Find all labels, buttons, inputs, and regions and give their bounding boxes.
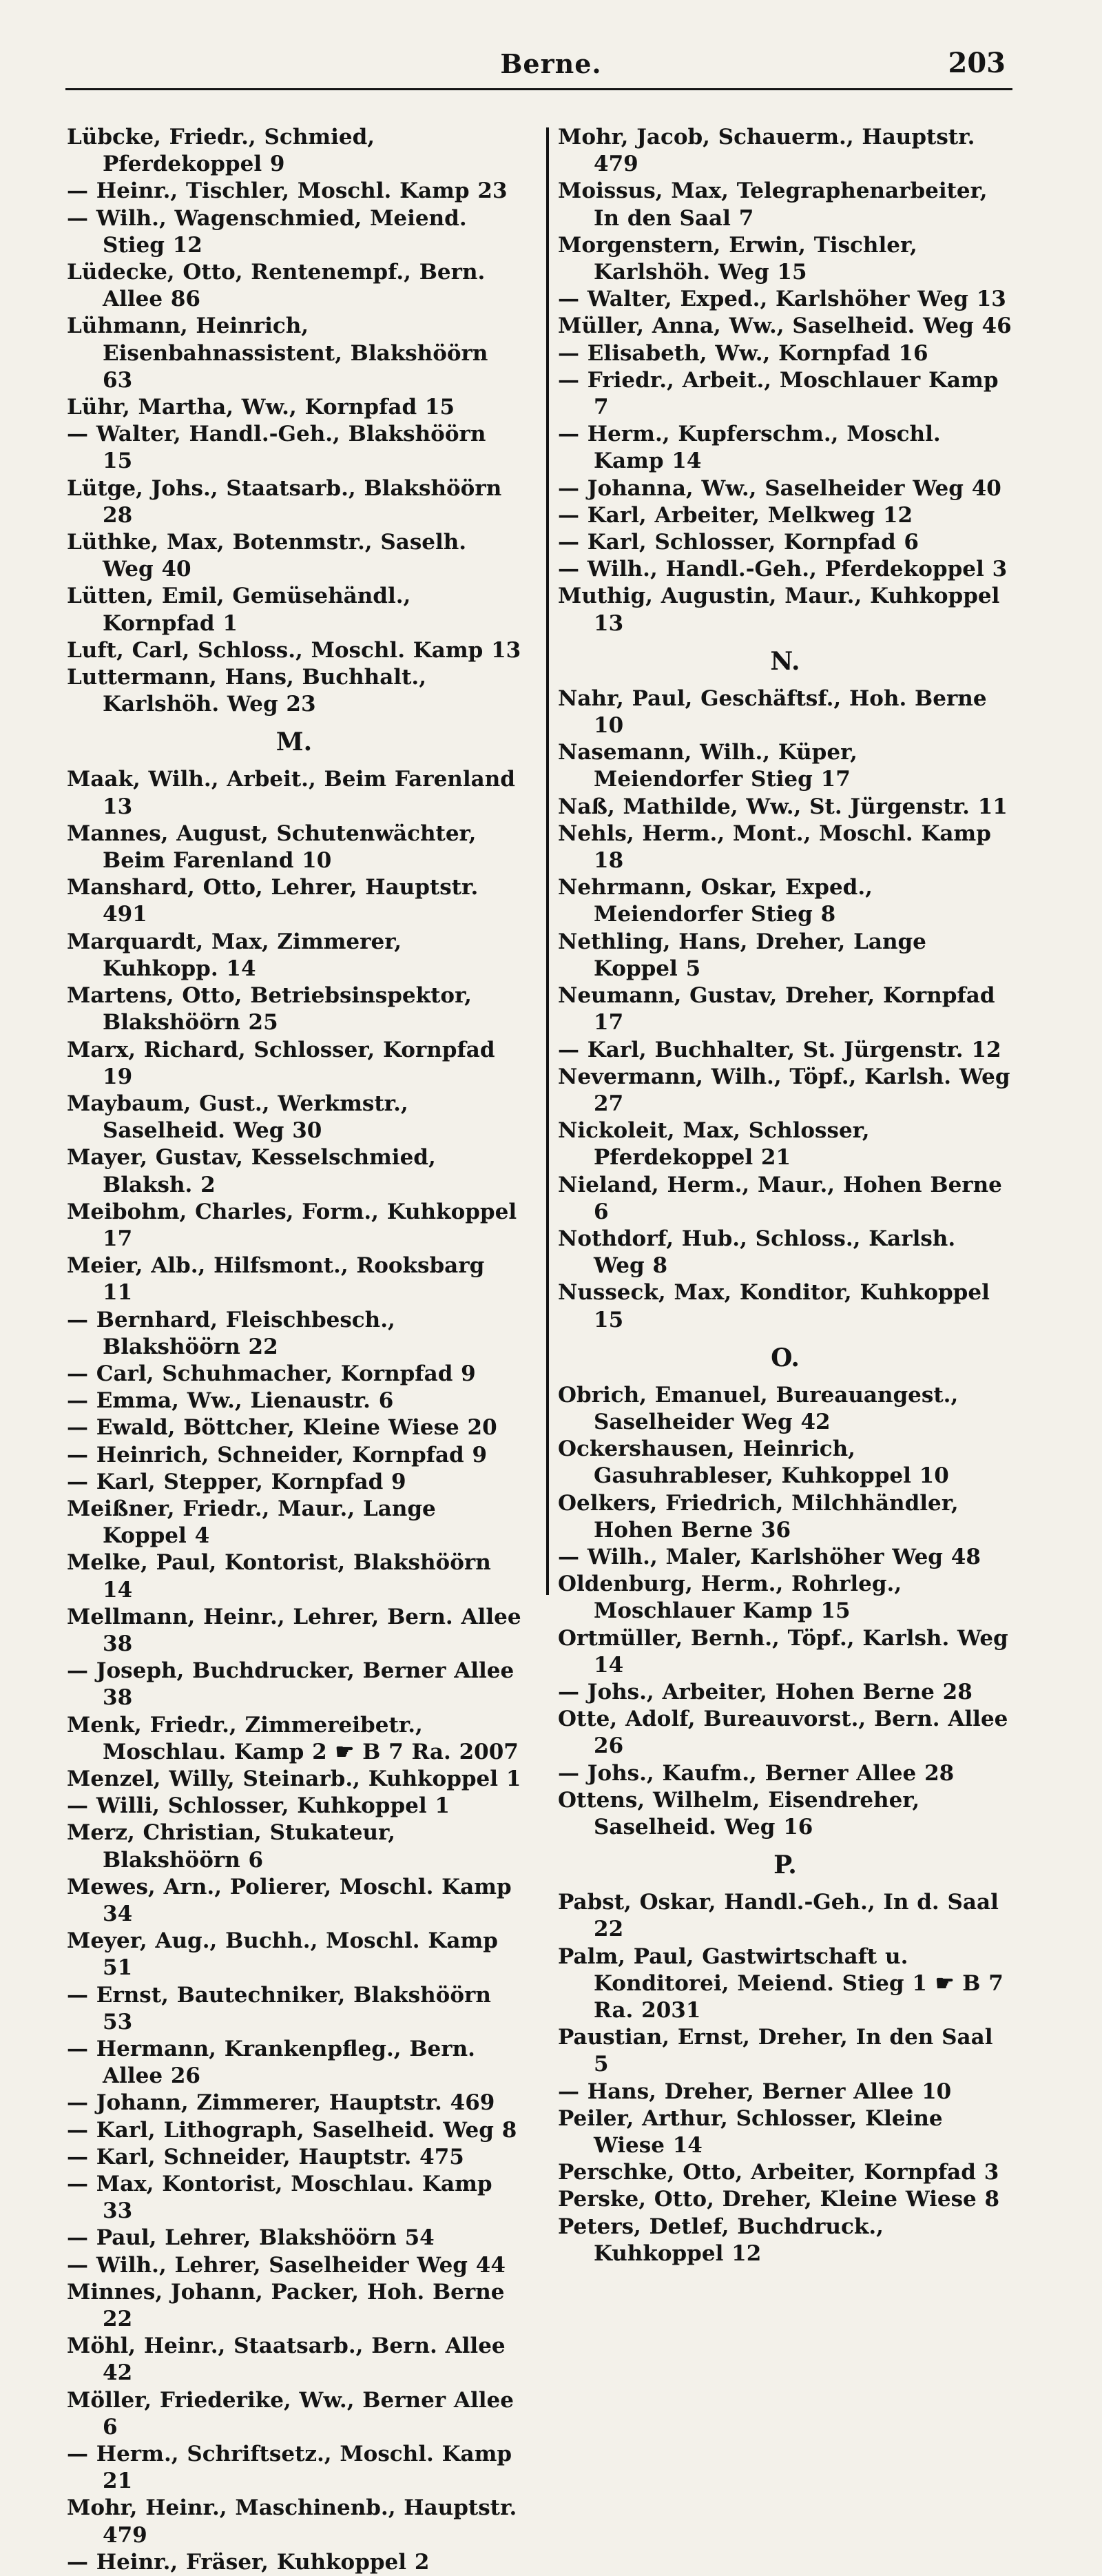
page-number: 203 [948,47,1006,79]
directory-entry: Nehrmann, Oskar, Exped., Meiendorfer Stieg 8 [558,875,873,927]
section-letter: M. [276,728,313,757]
directory-entry: — Ewald, Böttcher, Kleine Wiese 20 [67,1415,497,1441]
directory-entry: — Herm., Schriftsetz., Moschl. Kamp 21 [67,2442,512,2494]
page-header [0,43,1102,91]
section-letter: P. [773,1851,797,1880]
directory-entry: Möhl, Heinr., Staatsarb., Bern. Allee 42 [67,2333,506,2386]
column-divider [546,127,549,1595]
directory-entry: Nethling, Hans, Dreher, Lange Koppel 5 [558,929,926,981]
directory-entry: — Carl, Schuhmacher, Kornpfad 9 [67,1361,476,1386]
directory-entry: — Heinr., Tischler, Moschl. Kamp 23 [67,178,508,204]
directory-entry: — Wilh., Lehrer, Saselheider Weg 44 [67,2252,506,2278]
directory-entry: Nieland, Herm., Maur., Hohen Berne 6 [558,1172,1002,1224]
directory-entry: Nahr, Paul, Geschäftsf., Hoh. Berne 10 [558,686,987,739]
right-column [558,124,1012,2267]
directory-entry: Mohr, Jacob, Schauerm., Hauptstr. 479 [558,125,975,177]
directory-entry: — Walter, Handl.-Geh., Blakshöörn 15 [67,422,486,474]
directory-entry: — Karl, Schneider, Hauptstr. 475 [67,2144,464,2170]
directory-entry: — Wilh., Handl.-Geh., Pferdekoppel 3 [558,557,1008,582]
directory-entry: — Johs., Kaufm., Berner Allee 28 [558,1760,955,1786]
directory-entry: Palm, Paul, Gastwirtschaft u. Konditorei, Meiend. Stieg 1 ☛ B 7 Ra. 2031 [558,1944,1004,2023]
directory-entry: Nothdorf, Hub., Schloss., Karlsh. Weg 8 [558,1226,956,1279]
directory-entry: Luft, Carl, Schloss., Moschl. Kamp 13 [67,637,521,663]
directory-entry: Lüthke, Max, Botenmstr., Saselh. Weg 40 [67,530,467,582]
directory-entry: — Karl, Lithograph, Saselheid. Weg 8 [67,2117,517,2143]
directory-entry: Paustian, Ernst, Dreher, In den Saal 5 [558,2025,993,2077]
directory-entry: — Ernst, Bautechniker, Blakshöörn 53 [67,1982,491,2034]
directory-entry: Mayer, Gustav, Kesselschmied, Blaksh. 2 [67,1145,436,1197]
section-letter: O. [771,1343,800,1372]
running-title: Berne. [500,48,602,79]
directory-entry: Lüdecke, Otto, Rentenempf., Bern. Allee 86 [67,260,486,312]
directory-entry: Melke, Paul, Kontorist, Blakshöörn 14 [67,1550,491,1603]
directory-entry: Lütten, Emil, Gemüsehändl., Kornpfad 1 [67,584,411,636]
directory-entry: Meier, Alb., Hilfsmont., Rooksbarg 11 [67,1253,485,1306]
directory-entry: Maak, Wilh., Arbeit., Beim Farenland 13 [67,767,515,819]
directory-entry: — Karl, Schlosser, Kornpfad 6 [558,530,919,555]
directory-entry: — Herm., Kupferschm., Moschl. Kamp 14 [558,422,941,474]
directory-entry: Naß, Mathilde, Ww., St. Jürgenstr. 11 [558,794,1008,819]
directory-entry: — Max, Kontorist, Moschlau. Kamp 33 [67,2172,492,2224]
directory-entry: Meibohm, Charles, Form., Kuhkoppel 17 [67,1199,517,1251]
header-rule [65,88,1012,90]
directory-entry: Peiler, Arthur, Schlosser, Kleine Wiese 14 [558,2105,943,2158]
section-letter: N. [770,646,800,676]
directory-entry: — Paul, Lehrer, Blakshöörn 54 [67,2225,435,2251]
directory-entry: Marquardt, Max, Zimmerer, Kuhkopp. 14 [67,929,402,981]
directory-entry: — Bernhard, Fleischbesch., Blakshöörn 22 [67,1307,395,1359]
left-column [67,124,521,2576]
directory-entry: Menzel, Willy, Steinarb., Kuhkoppel 1 [67,1766,521,1791]
directory-entry: — Heinr., Fräser, Kuhkoppel 2 [67,2549,430,2575]
directory-entry: Nasemann, Wilh., Küper, Meiendorfer Stieg 17 [558,740,857,792]
directory-entry: — Friedr., Arbeit., Moschlauer Kamp 7 [558,367,999,420]
directory-entry: — Emma, Ww., Lienaustr. 6 [67,1388,394,1414]
directory-entry: — Karl, Arbeiter, Melkweg 12 [558,502,913,528]
directory-entry: — Karl, Stepper, Kornpfad 9 [67,1469,406,1494]
directory-entry: Nusseck, Max, Konditor, Kuhkoppel 15 [558,1280,990,1332]
directory-entry: Möller, Friederike, Ww., Berner Allee 6 [67,2387,514,2440]
directory-entry: Mohr, Heinr., Maschinenb., Hauptstr. 479 [67,2495,517,2548]
directory-entry: Pabst, Oskar, Handl.-Geh., In d. Saal 22 [558,1890,999,1942]
directory-entry: Lütge, Johs., Staatsarb., Blakshöörn 28 [67,475,502,528]
directory-entry: Perschke, Otto, Arbeiter, Kornpfad 3 [558,2160,999,2185]
directory-entry: Obrich, Emanuel, Bureauangest., Saselheider Weg 42 [558,1382,959,1434]
directory-entry: Mellmann, Heinr., Lehrer, Bern. Allee 38 [67,1604,521,1656]
directory-entry: — Joseph, Buchdrucker, Berner Allee 38 [67,1658,514,1711]
directory-entry: Oldenburg, Herm., Rohrleg., Moschlauer Kamp 15 [558,1572,902,1624]
directory-entry: Morgenstern, Erwin, Tischler, Karlshöh. Weg 15 [558,232,917,285]
directory-entry: Menk, Friedr., Zimmereibetr., Moschlau. Kamp 2 ☛ B 7 Ra. 2007 [67,1712,519,1764]
directory-entry: Merz, Christian, Stukateur, Blakshöörn 6 [67,1820,395,1873]
directory-entry: Lühmann, Heinrich, Eisenbahnassistent, Blakshöörn 63 [67,313,488,393]
directory-entry: Maybaum, Gust., Werkmstr., Saselheid. Weg 30 [67,1091,408,1144]
directory-entry: Nickoleit, Max, Schlosser, Pferdekoppel 21 [558,1118,870,1171]
directory-entry: Mewes, Arn., Polierer, Moschl. Kamp 34 [67,1874,512,1926]
directory-entry: Marx, Richard, Schlosser, Kornpfad 19 [67,1037,495,1089]
directory-entry: Minnes, Johann, Packer, Hoh. Berne 22 [67,2279,505,2332]
directory-entry: Müller, Anna, Ww., Saselheid. Weg 46 [558,313,1012,339]
directory-entry: — Karl, Buchhalter, St. Jürgenstr. 12 [558,1037,1001,1062]
directory-entry: — Wilh., Wagenschmied, Meiend. Stieg 12 [67,205,467,258]
directory-entry: Meyer, Aug., Buchh., Moschl. Kamp 51 [67,1928,498,1981]
directory-entry: Lübcke, Friedr., Schmied, Pferdekoppel 9 [67,125,375,177]
directory-entry: — Elisabeth, Ww., Kornpfad 16 [558,340,928,366]
directory-entry: — Johs., Arbeiter, Hohen Berne 28 [558,1679,973,1704]
directory-entry: Lühr, Martha, Ww., Kornpfad 15 [67,395,455,420]
directory-entry: Oelkers, Friedrich, Milchhändler, Hohen Berne 36 [558,1490,959,1543]
directory-entry: — Hans, Dreher, Berner Allee 10 [558,2079,952,2104]
directory-entry: — Wilh., Maler, Karlshöher Weg 48 [558,1544,981,1569]
directory-entry: Manshard, Otto, Lehrer, Hauptstr. 491 [67,875,479,927]
directory-entry: — Willi, Schlosser, Kuhkoppel 1 [67,1793,450,1819]
directory-entry: — Heinrich, Schneider, Kornpfad 9 [67,1442,488,1467]
directory-entry: Luttermann, Hans, Buchhalt., Karlshöh. Weg 23 [67,665,426,717]
directory-entry: Ockershausen, Heinrich, Gasuhrableser, Kuhkoppel 10 [558,1436,949,1489]
directory-entry: Neumann, Gustav, Dreher, Kornpfad 17 [558,983,995,1035]
directory-entry: Moissus, Max, Telegraphenarbeiter, In den Saal 7 [558,178,988,231]
directory-entry: Ortmüller, Bernh., Töpf., Karlsh. Weg 14 [558,1625,1008,1678]
directory-entry: Martens, Otto, Betriebsinspektor, Blakshöörn 25 [67,983,472,1035]
directory-entry: Ottens, Wilhelm, Eisendreher, Saselheid. Weg 16 [558,1787,920,1840]
directory-entry: Peters, Detlef, Buchdruck., Kuhkoppel 12 [558,2214,884,2266]
directory-entry: Perske, Otto, Dreher, Kleine Wiese 8 [558,2187,1000,2212]
directory-entry: Nevermann, Wilh., Töpf., Karlsh. Weg 27 [558,1064,1010,1116]
directory-entry: Meißner, Friedr., Maur., Lange Koppel 4 [67,1496,436,1549]
directory-entry: — Hermann, Krankenpfleg., Bern. Allee 26 [67,2037,475,2089]
directory-entry: Nehls, Herm., Mont., Moschl. Kamp 18 [558,821,991,874]
directory-entry: Mannes, August, Schutenwächter, Beim Farenland 10 [67,821,477,874]
directory-entry: — Johann, Zimmerer, Hauptstr. 469 [67,2090,495,2116]
directory-entry: Muthig, Augustin, Maur., Kuhkoppel 13 [558,584,1000,636]
directory-entry: — Johanna, Ww., Saselheider Weg 40 [558,475,1001,501]
directory-entry: — Walter, Exped., Karlshöher Weg 13 [558,287,1006,312]
directory-entry: Otte, Adolf, Bureauvorst., Bern. Allee 26 [558,1707,1008,1759]
